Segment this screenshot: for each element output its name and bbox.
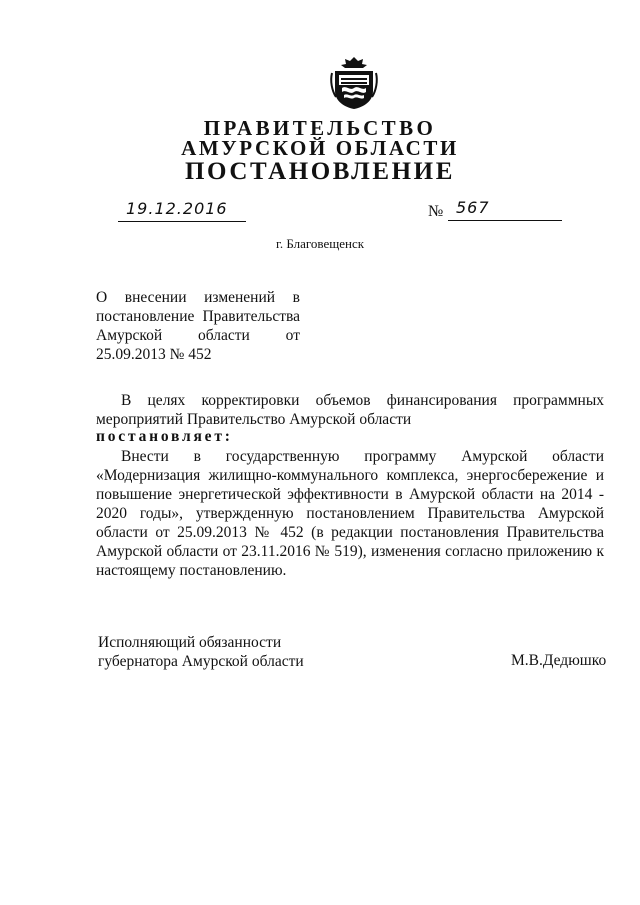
signatory-title	[98, 633, 304, 671]
body-line: Внести в государственную программу Амурской области	[121, 448, 604, 465]
coat-of-arms-emblem	[329, 55, 379, 111]
body-line: 2020 годы», утвержденную постановлением Правительства Амурской	[96, 505, 604, 522]
body-line: Амурской области от 23.11.2016 № 519), изменения согласно приложению к	[96, 543, 604, 560]
body-line: мероприятий Правительство Амурской области	[96, 411, 412, 428]
document-date: 19.12.2016	[126, 199, 228, 218]
subject-line: Амурской области от	[96, 327, 300, 344]
signatory-name: М.В.Дедюшко	[511, 652, 607, 669]
preamble-paragraph	[96, 391, 604, 429]
org-title-line1: ПРАВИТЕЛЬСТВО	[203, 116, 437, 140]
date-underline	[118, 221, 246, 222]
resolution-paragraph	[96, 447, 604, 580]
subject-line: 25.09.2013 № 452	[96, 346, 212, 363]
org-title-line2: АМУРСКОЙ ОБЛАСТИ	[181, 136, 459, 160]
number-prefix: №	[428, 203, 444, 220]
subject-line: постановление Правительства	[96, 308, 300, 325]
number-underline	[448, 220, 562, 221]
body-line: настоящему постановлению.	[96, 562, 287, 579]
document-number: 567	[456, 198, 490, 217]
body-line: «Модернизация жилищно-коммунального комплекса, энергосбережение и	[96, 467, 604, 484]
signatory-title-line1: Исполняющий обязанности	[98, 634, 282, 651]
body-line: повышение энергетической эффективности в Амурской области на 2014 -	[96, 486, 604, 503]
body-line: В целях корректировки объемов финансирования программных	[121, 392, 604, 409]
resolves-keyword: постановляет:	[96, 428, 233, 445]
signatory-title-line2: губернатора Амурской области	[98, 653, 304, 670]
subject-line: О внесении изменений в	[96, 289, 300, 306]
city-name: г. Благовещенск	[275, 236, 365, 251]
document-type: ПОСТАНОВЛЕНИЕ	[184, 158, 456, 185]
subject-block	[96, 288, 300, 364]
body-line: области от 25.09.2013 № 452 (в редакции постановления Правительства	[96, 524, 604, 541]
